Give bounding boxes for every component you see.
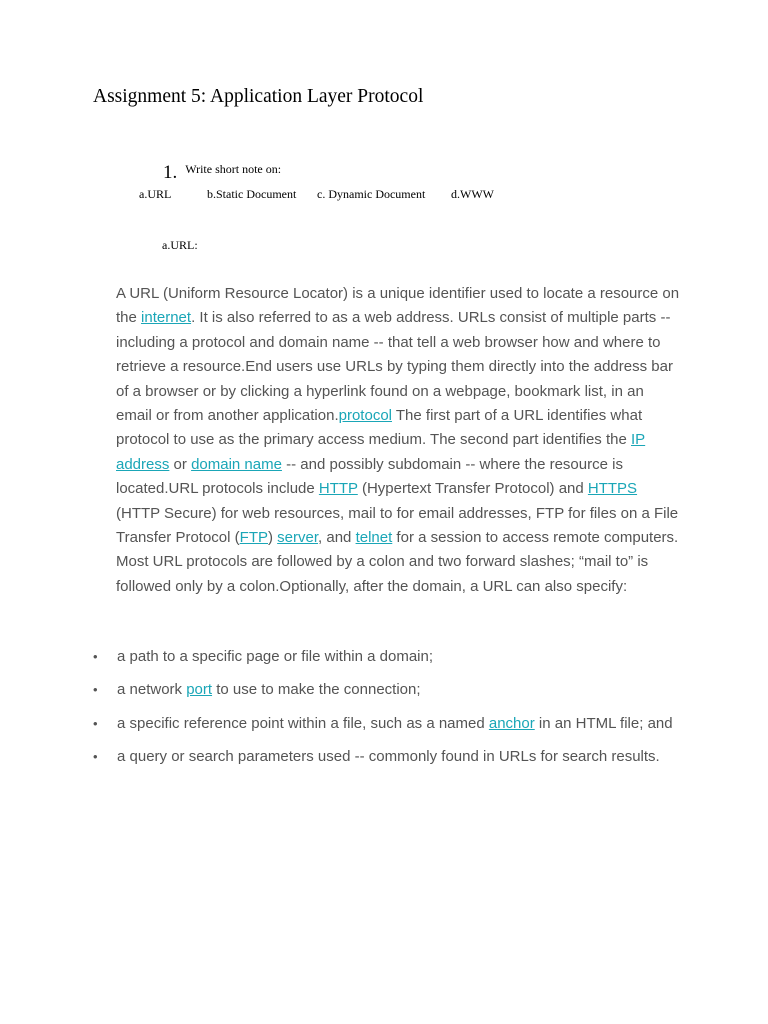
link-anchor[interactable]: anchor <box>488 714 535 732</box>
paragraph-text: The first part of a URL identifies what protocol to use as the primary access medium. The second part identifies the <box>116 407 643 449</box>
question-1 <box>163 160 281 184</box>
page-title: Assignment 5: Application Layer Protocol <box>93 86 424 107</box>
list-item <box>0 678 677 702</box>
option-a: a.URL <box>139 187 172 201</box>
option-b: b.Static Document <box>207 187 297 201</box>
question-number: 1. <box>163 162 178 183</box>
paragraph-text: for a session to access remote computers. Most URL protocols are followed by a colon and two forward slashes; “mail to” is followed only by a colon.Optionally, after the domain, a URL can also specify: <box>116 529 679 595</box>
paragraph-text: or <box>169 455 192 473</box>
list-item-text: a network <box>117 681 187 699</box>
paragraph-text: -- and possibly subdomain -- where the resource is located.URL protocols include <box>116 455 623 498</box>
link-telnet[interactable]: telnet <box>355 529 393 547</box>
link-server[interactable]: server <box>277 529 319 547</box>
link-protocol[interactable]: protocol <box>338 407 392 425</box>
link-ftp[interactable]: FTP <box>239 529 268 547</box>
paragraph-text: A URL (Uniform Resource Locator) is a unique identifier used to locate a resource on the <box>116 285 680 327</box>
list-item-text: a path to a specific page or file within a domain; <box>117 648 434 665</box>
list-item <box>0 745 677 769</box>
link-ip-address[interactable]: IP address <box>116 431 646 473</box>
paragraph-text: ) <box>268 529 278 547</box>
bullet-icon: • <box>93 682 98 698</box>
list-item-text: in an HTML file; and <box>534 714 673 732</box>
paragraph-text: (Hypertext Transfer Protocol) and <box>357 480 588 498</box>
bullet-icon: • <box>93 715 98 731</box>
url-description-paragraph <box>116 282 681 599</box>
paragraph-text: . It is also referred to as a web address. URLs consist of multiple parts -- including a protocol and domain name -- that tell a web browser how and where to retrieve a resource.End users use URLs by typing them directly into the address bar of a browser or by clicking a hyperlink found on a webpage, bookmark list, in an email or from another application. <box>116 309 673 425</box>
question-options <box>0 187 768 203</box>
option-d: d.WWW <box>451 187 494 201</box>
url-components-list <box>0 645 768 779</box>
link-https[interactable]: HTTPS <box>587 480 638 498</box>
link-internet[interactable]: internet <box>141 309 192 327</box>
question-text: Write short note on: <box>185 162 282 176</box>
list-item-text: a specific reference point within a file, such as a named <box>117 714 489 732</box>
list-item <box>0 712 677 736</box>
link-http[interactable]: HTTP <box>318 480 358 498</box>
list-item-text: a query or search parameters used -- commonly found in URLs for search results. <box>117 748 660 766</box>
bullet-icon: • <box>93 649 98 664</box>
section-heading-url: a.URL: <box>162 238 198 252</box>
link-domain-name[interactable]: domain name <box>191 455 282 473</box>
list-item <box>0 645 677 669</box>
option-c: c. Dynamic Document <box>317 187 426 201</box>
paragraph-text: (HTTP Secure) for web resources, mail to for email addresses, FTP for files on a File Transfer Protocol ( <box>116 504 679 547</box>
paragraph-text: , and <box>318 529 356 547</box>
bullet-icon: • <box>93 749 98 765</box>
link-port[interactable]: port <box>186 681 213 699</box>
list-item-text: to use to make the connection; <box>212 681 421 699</box>
